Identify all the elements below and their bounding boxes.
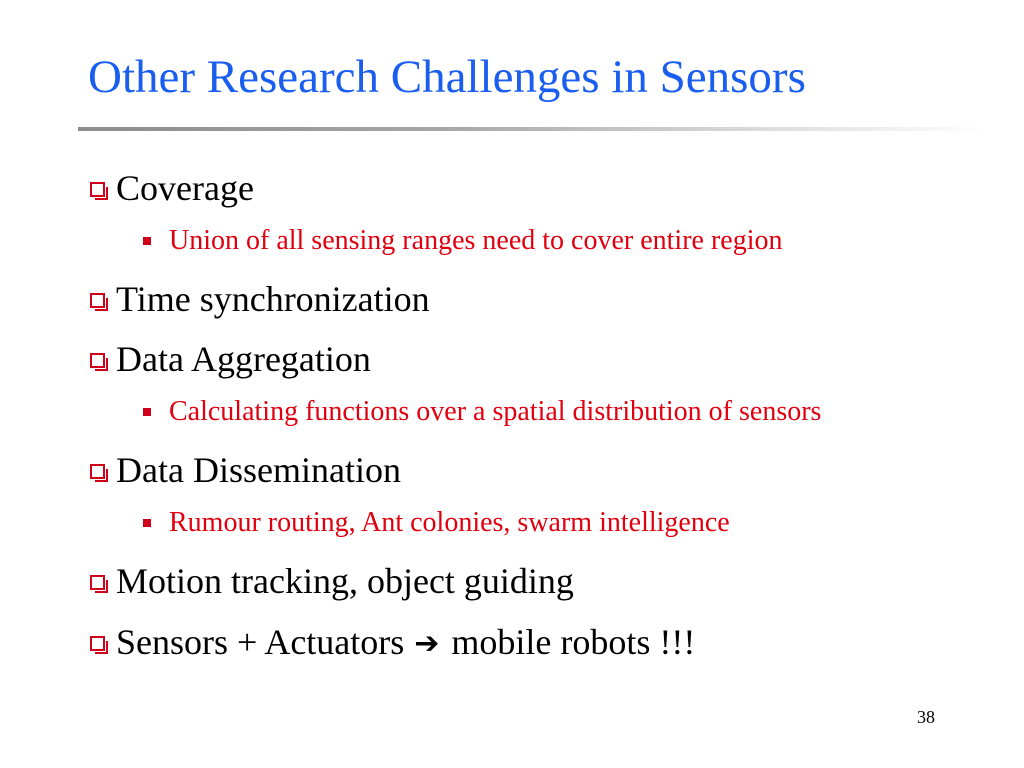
slide-title: Other Research Challenges in Sensors	[88, 51, 806, 103]
filled-square-bullet-icon	[143, 408, 151, 416]
bullet-text: Motion tracking, object guiding	[116, 561, 574, 601]
bullet-text-after-arrow: mobile robots !!!	[451, 622, 696, 662]
bullet-item-sensors-actuators	[90, 624, 695, 660]
sub-bullet-item	[143, 227, 782, 255]
bullet-item-motion-tracking	[90, 563, 574, 599]
sub-bullet-item	[143, 509, 730, 537]
sub-bullet-text: Union of all sensing ranges need to cover entire region	[169, 225, 783, 256]
bullet-text	[116, 624, 695, 660]
hollow-square-bullet-icon	[90, 575, 105, 590]
bullet-item-time-synchronization	[90, 281, 430, 317]
page-number: 38	[917, 707, 935, 727]
hollow-square-bullet-icon	[90, 353, 105, 368]
hollow-square-bullet-icon	[90, 464, 105, 479]
sub-bullet-text: Rumour routing, Ant colonies, swarm intelligence	[169, 507, 730, 538]
hollow-square-bullet-icon	[90, 636, 105, 651]
right-arrow-icon: ➔	[414, 626, 440, 661]
sub-bullet-text: Calculating functions over a spatial distribution of sensors	[169, 396, 822, 427]
bullet-text-before-arrow: Sensors + Actuators	[116, 622, 405, 662]
bullet-text: Data Dissemination	[116, 450, 401, 490]
hollow-square-bullet-icon	[90, 182, 105, 197]
bullet-item-data-aggregation	[90, 341, 371, 377]
bullet-item-coverage	[90, 170, 254, 206]
sub-bullet-item	[143, 398, 821, 426]
bullet-text: Data Aggregation	[116, 339, 371, 379]
bullet-item-data-dissemination	[90, 452, 401, 488]
hollow-square-bullet-icon	[90, 293, 105, 308]
bullet-text: Time synchronization	[116, 279, 430, 319]
filled-square-bullet-icon	[143, 519, 151, 527]
filled-square-bullet-icon	[143, 237, 151, 245]
bullet-text: Coverage	[116, 168, 254, 208]
